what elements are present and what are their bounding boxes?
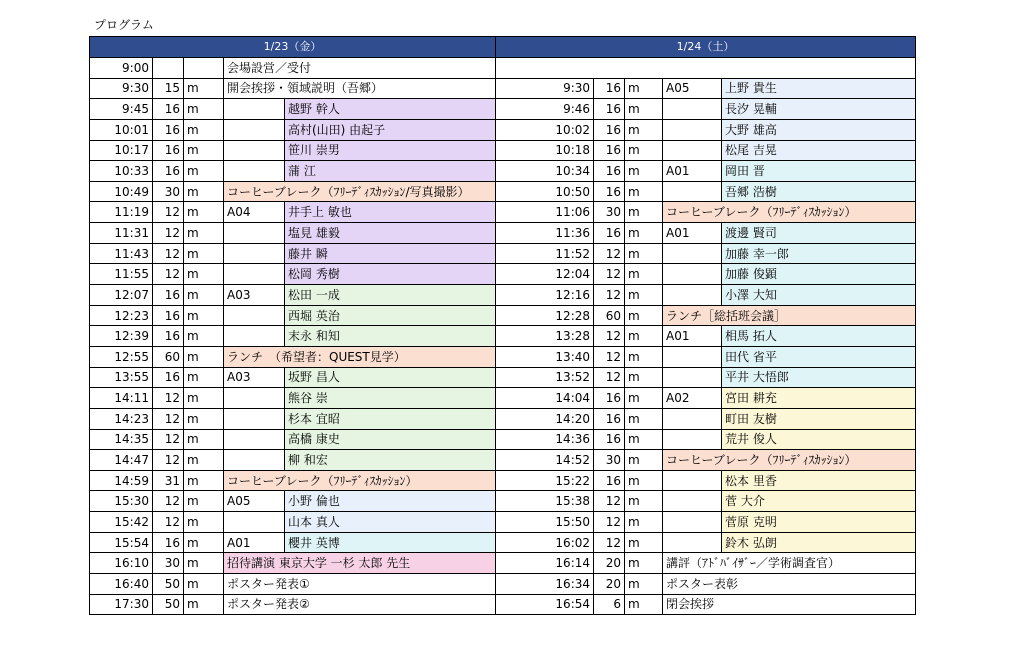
left-group: A05	[224, 491, 285, 512]
right-group	[663, 532, 722, 553]
left-duration	[153, 58, 184, 79]
right-unit: m	[625, 553, 663, 574]
left-unit: m	[184, 470, 224, 491]
left-unit: m	[184, 264, 224, 285]
right-duration: 16	[594, 408, 625, 429]
left-group: A01	[224, 532, 285, 553]
left-unit: m	[184, 202, 224, 223]
right-event: 講評（ｱﾄﾞﾊﾞｲｻﾞｰ／学術調査官）	[663, 553, 916, 574]
right-duration: 12	[594, 326, 625, 347]
schedule-row	[90, 326, 916, 347]
left-speaker: 山本 真人	[285, 512, 496, 533]
right-event: コーヒーブレーク（ﾌﾘｰﾃﾞｨｽｶｯｼｮﾝ）	[663, 450, 916, 471]
right-event: コーヒーブレーク（ﾌﾘｰﾃﾞｨｽｶｯｼｮﾝ）	[663, 202, 916, 223]
left-time: 16:10	[90, 553, 153, 574]
right-time: 14:20	[496, 408, 594, 429]
left-time: 14:11	[90, 388, 153, 409]
page-title: プログラム	[94, 18, 154, 32]
right-group	[663, 181, 722, 202]
right-unit: m	[625, 243, 663, 264]
right-duration: 6	[594, 594, 625, 615]
left-duration: 16	[153, 140, 184, 161]
program-table	[89, 36, 916, 615]
right-unit: m	[625, 574, 663, 595]
left-duration: 12	[153, 388, 184, 409]
right-group	[663, 367, 722, 388]
left-group	[224, 326, 285, 347]
schedule-row	[90, 181, 916, 202]
left-time: 14:35	[90, 429, 153, 450]
left-group	[224, 99, 285, 120]
left-time: 12:55	[90, 346, 153, 367]
right-time: 14:36	[496, 429, 594, 450]
left-time: 15:30	[90, 491, 153, 512]
right-speaker: 荒井 俊人	[722, 429, 916, 450]
left-time: 12:07	[90, 285, 153, 306]
right-time: 9:46	[496, 99, 594, 120]
right-unit: m	[625, 223, 663, 244]
right-unit: m	[625, 594, 663, 615]
schedule-row	[90, 99, 916, 120]
right-speaker: 菅原 克明	[722, 512, 916, 533]
right-unit: m	[625, 491, 663, 512]
right-unit: m	[625, 181, 663, 202]
right-speaker: 菅 大介	[722, 491, 916, 512]
left-unit: m	[184, 532, 224, 553]
schedule-row	[90, 491, 916, 512]
right-unit: m	[625, 140, 663, 161]
right-speaker: 岡田 晋	[722, 161, 916, 182]
right-group: A01	[663, 161, 722, 182]
left-time: 10:33	[90, 161, 153, 182]
left-duration: 12	[153, 408, 184, 429]
right-unit: m	[625, 388, 663, 409]
right-duration: 12	[594, 491, 625, 512]
right-unit: m	[625, 346, 663, 367]
left-time: 12:23	[90, 305, 153, 326]
right-time: 16:34	[496, 574, 594, 595]
left-time: 14:59	[90, 470, 153, 491]
right-speaker: 鈴木 弘朗	[722, 532, 916, 553]
right-unit: m	[625, 532, 663, 553]
right-group: A05	[663, 78, 722, 99]
left-unit: m	[184, 243, 224, 264]
right-time: 15:50	[496, 512, 594, 533]
right-duration: 16	[594, 223, 625, 244]
left-group	[224, 140, 285, 161]
right-time: 13:52	[496, 367, 594, 388]
right-time: 14:52	[496, 450, 594, 471]
right-time: 12:28	[496, 305, 594, 326]
left-unit: m	[184, 305, 224, 326]
right-time: 12:04	[496, 264, 594, 285]
schedule-row	[90, 367, 916, 388]
left-duration: 12	[153, 243, 184, 264]
left-unit: m	[184, 161, 224, 182]
right-time: 16:54	[496, 594, 594, 615]
left-group	[224, 223, 285, 244]
right-group: A01	[663, 223, 722, 244]
left-time: 14:23	[90, 408, 153, 429]
right-speaker: 松本 里香	[722, 470, 916, 491]
right-time: 13:28	[496, 326, 594, 347]
left-time: 11:43	[90, 243, 153, 264]
schedule-row	[90, 285, 916, 306]
left-time: 9:30	[90, 78, 153, 99]
left-speaker: 杉本 宜昭	[285, 408, 496, 429]
schedule-row	[90, 408, 916, 429]
left-unit: m	[184, 574, 224, 595]
right-duration: 16	[594, 388, 625, 409]
right-event: ランチ［総括班会議］	[663, 305, 916, 326]
schedule-row	[90, 450, 916, 471]
left-unit: m	[184, 594, 224, 615]
right-time: 10:34	[496, 161, 594, 182]
left-time: 11:19	[90, 202, 153, 223]
schedule-row	[90, 264, 916, 285]
left-unit: m	[184, 346, 224, 367]
right-time: 14:04	[496, 388, 594, 409]
schedule-row	[90, 512, 916, 533]
right-group	[663, 119, 722, 140]
right-duration: 16	[594, 119, 625, 140]
right-duration: 16	[594, 470, 625, 491]
left-unit: m	[184, 140, 224, 161]
right-time: 10:18	[496, 140, 594, 161]
left-unit: m	[184, 388, 224, 409]
right-speaker: 宮田 耕充	[722, 388, 916, 409]
left-duration: 12	[153, 202, 184, 223]
right-speaker: 吾郷 浩樹	[722, 181, 916, 202]
left-event: ポスター発表②	[224, 594, 496, 615]
right-duration: 12	[594, 346, 625, 367]
schedule-row	[90, 223, 916, 244]
schedule-row	[90, 119, 916, 140]
left-duration: 31	[153, 470, 184, 491]
left-speaker: 蒲 江	[285, 161, 496, 182]
right-unit: m	[625, 99, 663, 120]
left-duration: 12	[153, 491, 184, 512]
right-time: 9:30	[496, 78, 594, 99]
left-unit: m	[184, 491, 224, 512]
right-speaker: 加藤 俊顕	[722, 264, 916, 285]
left-duration: 16	[153, 161, 184, 182]
right-group	[663, 429, 722, 450]
left-unit: m	[184, 429, 224, 450]
schedule-row	[90, 58, 916, 79]
schedule-row	[90, 140, 916, 161]
right-unit: m	[625, 119, 663, 140]
right-duration: 12	[594, 264, 625, 285]
left-group	[224, 512, 285, 533]
right-time: 11:06	[496, 202, 594, 223]
right-time: 10:02	[496, 119, 594, 140]
left-speaker: 櫻井 英博	[285, 532, 496, 553]
right-time: 15:22	[496, 470, 594, 491]
right-speaker: 田代 省平	[722, 346, 916, 367]
right-duration: 12	[594, 512, 625, 533]
right-unit: m	[625, 450, 663, 471]
right-empty-cell	[496, 58, 916, 79]
left-speaker: 松岡 秀樹	[285, 264, 496, 285]
left-unit: m	[184, 450, 224, 471]
schedule-row	[90, 161, 916, 182]
right-group	[663, 285, 722, 306]
right-unit: m	[625, 367, 663, 388]
right-time: 10:50	[496, 181, 594, 202]
left-speaker: 高村(山田) 由起子	[285, 119, 496, 140]
left-group	[224, 161, 285, 182]
right-duration: 30	[594, 450, 625, 471]
left-time: 16:40	[90, 574, 153, 595]
left-speaker: 井手上 敏也	[285, 202, 496, 223]
left-speaker: 熊谷 崇	[285, 388, 496, 409]
left-unit: m	[184, 553, 224, 574]
right-group: A02	[663, 388, 722, 409]
right-duration: 12	[594, 243, 625, 264]
right-duration: 16	[594, 181, 625, 202]
right-group: A01	[663, 326, 722, 347]
left-speaker: 柳 和宏	[285, 450, 496, 471]
left-unit: m	[184, 367, 224, 388]
left-duration: 50	[153, 594, 184, 615]
left-time: 15:42	[90, 512, 153, 533]
right-time: 11:52	[496, 243, 594, 264]
left-group	[224, 450, 285, 471]
left-group	[224, 388, 285, 409]
left-duration: 16	[153, 99, 184, 120]
left-unit: m	[184, 181, 224, 202]
day-header-2: 1/24（土）	[496, 37, 916, 58]
left-speaker: 笹川 崇男	[285, 140, 496, 161]
left-speaker: 西堀 英治	[285, 305, 496, 326]
left-time: 12:39	[90, 326, 153, 347]
left-event: コーヒーブレーク（ﾌﾘｰﾃﾞｨｽｶｯｼｮﾝ）	[224, 470, 496, 491]
left-unit	[184, 58, 224, 79]
right-speaker: 町田 友樹	[722, 408, 916, 429]
schedule-row	[90, 553, 916, 574]
left-duration: 12	[153, 429, 184, 450]
left-duration: 12	[153, 450, 184, 471]
right-unit: m	[625, 285, 663, 306]
schedule-row	[90, 429, 916, 450]
left-duration: 16	[153, 119, 184, 140]
left-event: ポスター発表①	[224, 574, 496, 595]
right-group	[663, 140, 722, 161]
right-group	[663, 99, 722, 120]
left-duration: 16	[153, 326, 184, 347]
left-group: A04	[224, 202, 285, 223]
left-duration: 60	[153, 346, 184, 367]
right-event: 閉会挨拶	[663, 594, 916, 615]
left-event: コーヒーブレーク（ﾌﾘｰﾃﾞｨｽｶｯｼｮﾝ/写真撮影）	[224, 181, 496, 202]
left-time: 10:49	[90, 181, 153, 202]
left-duration: 15	[153, 78, 184, 99]
right-event: ポスター表彰	[663, 574, 916, 595]
left-time: 15:54	[90, 532, 153, 553]
left-duration: 12	[153, 223, 184, 244]
right-speaker: 渡邊 賢司	[722, 223, 916, 244]
right-speaker: 松尾 吉晃	[722, 140, 916, 161]
schedule-row	[90, 532, 916, 553]
left-duration: 16	[153, 532, 184, 553]
left-unit: m	[184, 512, 224, 533]
day-header-row	[90, 37, 916, 58]
right-speaker: 加藤 幸一郎	[722, 243, 916, 264]
left-time: 11:55	[90, 264, 153, 285]
left-unit: m	[184, 326, 224, 347]
left-speaker: 末永 和知	[285, 326, 496, 347]
right-unit: m	[625, 202, 663, 223]
right-time: 15:38	[496, 491, 594, 512]
right-duration: 30	[594, 202, 625, 223]
right-duration: 60	[594, 305, 625, 326]
left-unit: m	[184, 119, 224, 140]
right-group	[663, 512, 722, 533]
right-group	[663, 243, 722, 264]
left-event: 開会挨拶・領域説明（吾郷）	[224, 78, 496, 99]
left-unit: m	[184, 408, 224, 429]
left-unit: m	[184, 285, 224, 306]
left-speaker: 藤井 瞬	[285, 243, 496, 264]
left-speaker: 松田 一成	[285, 285, 496, 306]
left-time: 13:55	[90, 367, 153, 388]
right-duration: 16	[594, 78, 625, 99]
left-duration: 16	[153, 367, 184, 388]
right-duration: 16	[594, 140, 625, 161]
right-unit: m	[625, 512, 663, 533]
schedule-row	[90, 305, 916, 326]
right-time: 11:36	[496, 223, 594, 244]
left-group	[224, 305, 285, 326]
left-duration: 16	[153, 285, 184, 306]
right-duration: 12	[594, 532, 625, 553]
right-unit: m	[625, 429, 663, 450]
right-speaker: 平井 大悟郎	[722, 367, 916, 388]
right-unit: m	[625, 470, 663, 491]
right-group	[663, 491, 722, 512]
right-group	[663, 470, 722, 491]
right-duration: 12	[594, 285, 625, 306]
right-duration: 20	[594, 574, 625, 595]
right-time: 16:02	[496, 532, 594, 553]
left-speaker: 塩見 雄毅	[285, 223, 496, 244]
right-speaker: 大野 雄高	[722, 119, 916, 140]
right-speaker: 相馬 拓人	[722, 326, 916, 347]
left-time: 14:47	[90, 450, 153, 471]
right-speaker: 小澤 大知	[722, 285, 916, 306]
left-group: A03	[224, 367, 285, 388]
day-header-1: 1/23（金）	[90, 37, 496, 58]
left-speaker: 高橋 康史	[285, 429, 496, 450]
schedule-row	[90, 388, 916, 409]
schedule-row	[90, 346, 916, 367]
left-speaker: 坂野 昌人	[285, 367, 496, 388]
left-duration: 12	[153, 264, 184, 285]
right-time: 13:40	[496, 346, 594, 367]
right-unit: m	[625, 161, 663, 182]
right-group	[663, 264, 722, 285]
schedule-row	[90, 594, 916, 615]
left-unit: m	[184, 78, 224, 99]
right-speaker: 上野 貴生	[722, 78, 916, 99]
right-unit: m	[625, 78, 663, 99]
left-group: A03	[224, 285, 285, 306]
right-unit: m	[625, 264, 663, 285]
right-time: 12:16	[496, 285, 594, 306]
right-unit: m	[625, 305, 663, 326]
left-group	[224, 408, 285, 429]
left-time: 11:31	[90, 223, 153, 244]
left-time: 10:01	[90, 119, 153, 140]
right-duration: 12	[594, 367, 625, 388]
schedule-row	[90, 202, 916, 223]
left-duration: 16	[153, 305, 184, 326]
left-event: 会場設営／受付	[224, 58, 496, 79]
left-group	[224, 119, 285, 140]
left-duration: 12	[153, 512, 184, 533]
left-event: 招待講演 東京大学 一杉 太郎 先生	[224, 553, 496, 574]
left-duration: 30	[153, 181, 184, 202]
right-speaker: 長汐 晃輔	[722, 99, 916, 120]
left-duration: 30	[153, 553, 184, 574]
right-group	[663, 408, 722, 429]
left-unit: m	[184, 99, 224, 120]
left-time: 17:30	[90, 594, 153, 615]
right-duration: 16	[594, 429, 625, 450]
schedule-row	[90, 78, 916, 99]
right-unit: m	[625, 408, 663, 429]
left-group	[224, 429, 285, 450]
left-time: 9:45	[90, 99, 153, 120]
right-duration: 16	[594, 99, 625, 120]
left-speaker: 越野 幹人	[285, 99, 496, 120]
right-duration: 20	[594, 553, 625, 574]
left-group	[224, 264, 285, 285]
left-time: 10:17	[90, 140, 153, 161]
right-unit: m	[625, 326, 663, 347]
left-duration: 50	[153, 574, 184, 595]
left-group	[224, 243, 285, 264]
schedule-row	[90, 470, 916, 491]
schedule-row	[90, 574, 916, 595]
left-unit: m	[184, 223, 224, 244]
schedule-row	[90, 243, 916, 264]
right-time: 16:14	[496, 553, 594, 574]
right-duration: 16	[594, 161, 625, 182]
right-group	[663, 346, 722, 367]
left-time: 9:00	[90, 58, 153, 79]
left-speaker: 小野 倫也	[285, 491, 496, 512]
left-event: ランチ （希望者：QUEST見学）	[224, 346, 496, 367]
